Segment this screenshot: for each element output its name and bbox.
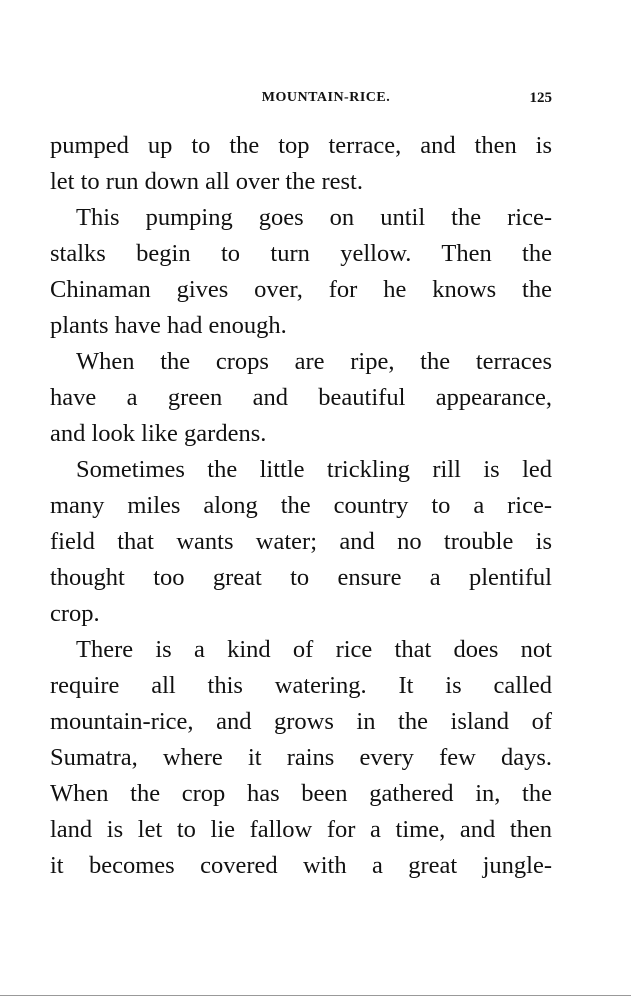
text-line: let to run down all over the rest.	[50, 168, 363, 195]
text-line: mountain-rice, and grows in the island of	[50, 708, 552, 735]
text-line: and look like gardens.	[50, 420, 267, 447]
body-text	[50, 128, 552, 884]
text-line: When the crops are ripe, the terraces	[76, 348, 552, 375]
text-line: land is let to lie fallow for a time, and then	[50, 816, 552, 843]
text-line: it becomes covered with a great jungle-	[50, 852, 552, 879]
text-line: Chinaman gives over, for he knows the	[50, 276, 552, 303]
text-line: Sumatra, where it rains every few days.	[50, 744, 552, 771]
running-head	[50, 90, 552, 110]
text-line: many miles along the country to a rice-	[50, 492, 552, 519]
page-number: 125	[529, 90, 552, 106]
text-line: There is a kind of rice that does not	[76, 636, 552, 663]
text-line: This pumping goes on until the rice-	[76, 204, 552, 231]
text-line: require all this watering. It is called	[50, 672, 552, 699]
page-bottom-edge	[0, 995, 631, 996]
text-line: field that wants water; and no trouble is	[50, 528, 552, 555]
running-head-title: MOUNTAIN-RICE.	[261, 90, 391, 105]
text-line: When the crop has been gathered in, the	[50, 780, 552, 807]
text-line: plants have had enough.	[50, 312, 287, 339]
text-line: have a green and beautiful appearance,	[50, 384, 552, 411]
text-line: Sometimes the little trickling rill is led	[76, 456, 552, 483]
text-line: crop.	[50, 600, 100, 627]
text-line: pumped up to the top terrace, and then is	[50, 132, 552, 159]
text-line: thought too great to ensure a plentiful	[50, 564, 552, 591]
text-line: stalks begin to turn yellow. Then the	[50, 240, 552, 267]
